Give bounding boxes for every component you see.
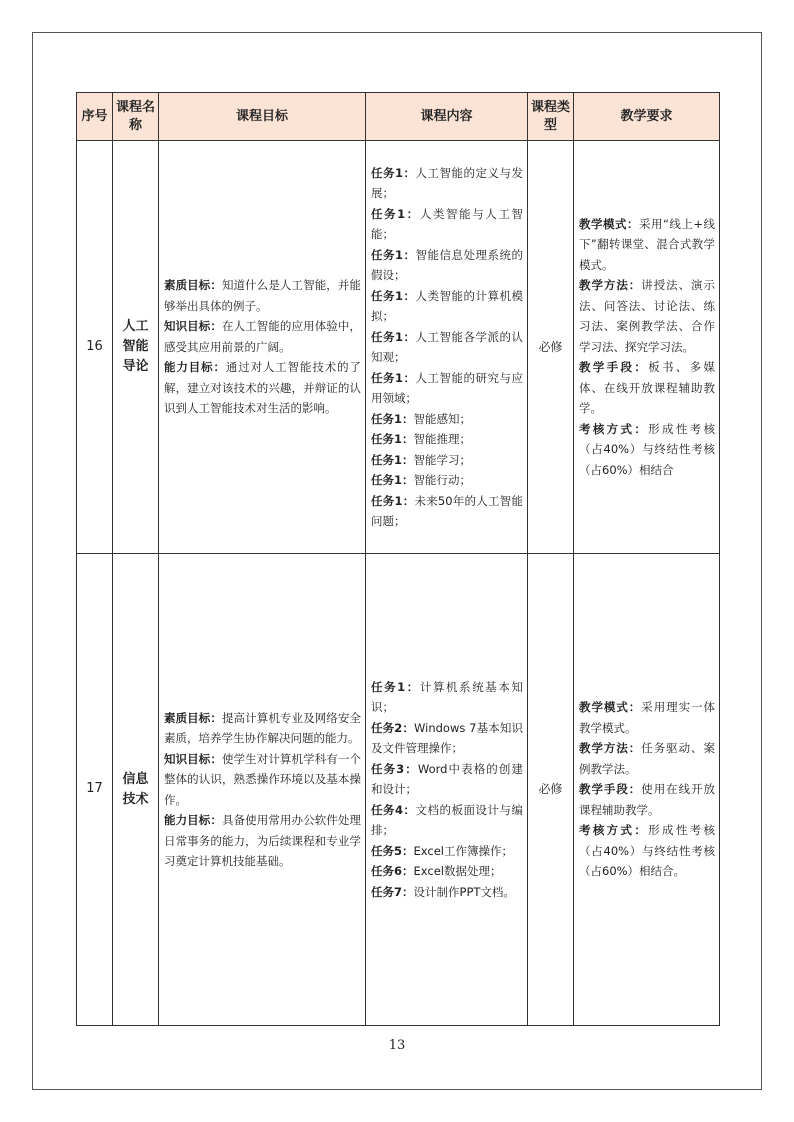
task-item xyxy=(371,759,523,800)
table-row xyxy=(77,141,720,554)
task-text: Word中表格的创建和设计； xyxy=(371,761,523,797)
task-label: 任务5： xyxy=(371,843,414,858)
task-label: 任务1： xyxy=(371,432,414,446)
task-label: 任务7： xyxy=(371,884,414,899)
task-item xyxy=(371,450,523,471)
task-text: 人工智能的研究与应用领域； xyxy=(371,370,523,405)
task-text: 人工智能各学派的认知观； xyxy=(371,329,523,364)
requirement-label: 教学手段： xyxy=(579,782,642,797)
task-text: 智能行动； xyxy=(413,473,472,487)
task-text: 人类智能的计算机模拟； xyxy=(371,288,523,323)
goal-item xyxy=(164,749,361,811)
task-item xyxy=(371,861,523,882)
requirement-item xyxy=(579,214,715,276)
header-course-name: 课程名称 xyxy=(113,93,159,141)
goal-text: 具备使用常用办公软件处理日常事务的能力，为后续课程和专业学习奠定计算机技能基础。 xyxy=(164,813,361,868)
requirement-text: 板书、多媒体、在线开放课程辅助教学。 xyxy=(579,360,716,416)
course-type: 必修 xyxy=(528,554,574,1026)
task-item xyxy=(371,882,523,903)
teaching-requirements-cell xyxy=(574,141,720,554)
task-item xyxy=(371,841,523,862)
task-text: 人工智能的定义与发展； xyxy=(371,165,523,200)
requirement-label: 教学手段： xyxy=(579,360,649,375)
task-label: 任务1： xyxy=(371,370,416,385)
task-text: 人类智能与人工智能； xyxy=(371,206,523,241)
task-label: 任务1： xyxy=(371,247,416,262)
course-name: 信息技术 xyxy=(113,554,159,1026)
task-text: 智能信息处理系统的假设； xyxy=(371,247,523,282)
goal-text: 提高计算机专业及网络安全素质，培养学生协作解决问题的能力。 xyxy=(164,710,361,745)
row-number: 16 xyxy=(77,141,113,554)
goal-label: 能力目标： xyxy=(164,813,222,827)
course-content-cell xyxy=(366,554,528,1026)
course-table xyxy=(76,92,720,1026)
task-item xyxy=(371,204,523,245)
requirement-label: 教学方法： xyxy=(579,741,642,756)
task-text: 设计制作PPT文档。 xyxy=(413,884,515,899)
course-name: 人工智能导论 xyxy=(113,141,159,554)
goal-label: 素质目标： xyxy=(164,278,222,293)
requirement-label: 教学模式： xyxy=(579,700,642,715)
header-teaching-requirements: 教学要求 xyxy=(574,93,720,141)
goal-item xyxy=(164,810,361,872)
task-text: 智能学习； xyxy=(413,452,472,467)
task-item xyxy=(371,409,523,430)
task-text: Excel数据处理； xyxy=(413,864,502,879)
task-text: 计算机系统基本知识； xyxy=(371,679,523,715)
task-item xyxy=(371,677,523,718)
task-label: 任务1： xyxy=(371,288,416,303)
goal-label: 知识目标： xyxy=(164,751,222,766)
task-text: 智能推理； xyxy=(413,432,472,446)
goal-text: 使学生对计算机学科有一个整体的认识，熟悉操作环境以及基本操作。 xyxy=(164,751,361,807)
table-row xyxy=(77,554,720,1026)
task-label: 任务1： xyxy=(371,206,420,221)
teaching-requirements-cell xyxy=(574,554,720,1026)
goal-text: 通过对人工智能技术的了解，建立对该技术的兴趣，并辩证的认识到人工智能技术对生活的影响。 xyxy=(164,360,362,416)
task-item xyxy=(371,286,523,327)
task-label: 任务3： xyxy=(371,761,418,776)
goal-item xyxy=(164,275,361,316)
task-text: 智能感知； xyxy=(413,411,472,426)
requirement-text: 使用在线开放课程辅助教学。 xyxy=(579,782,715,817)
task-item xyxy=(371,491,523,532)
task-label: 任务1： xyxy=(371,493,415,508)
task-label: 任务4： xyxy=(371,802,416,817)
goal-item xyxy=(164,316,361,357)
task-label: 任务1： xyxy=(371,679,420,694)
page-number: 13 xyxy=(388,1038,406,1053)
requirement-label: 教学模式： xyxy=(579,216,639,231)
course-goals-cell xyxy=(159,141,366,554)
requirement-label: 考核方式： xyxy=(579,421,649,436)
task-item xyxy=(371,470,523,491)
task-item xyxy=(371,429,523,450)
goal-text: 知道什么是人工智能，并能够举出具体的例子。 xyxy=(164,278,361,313)
course-goals-cell xyxy=(159,554,366,1026)
requirement-item xyxy=(579,697,715,738)
task-item xyxy=(371,327,523,368)
requirement-text: 任务驱动、案例教学法。 xyxy=(579,741,715,776)
requirement-item xyxy=(579,419,715,481)
requirement-item xyxy=(579,275,715,357)
goal-text: 在人工智能的应用体验中，感受其应用前景的广阔。 xyxy=(164,319,361,354)
requirement-item xyxy=(579,357,715,419)
task-text: Excel工作簿操作； xyxy=(413,843,513,858)
requirement-item xyxy=(579,779,715,820)
task-text: 未来50年的人工智能问题； xyxy=(371,493,523,528)
task-item xyxy=(371,800,523,841)
requirement-label: 考核方式： xyxy=(579,823,649,838)
task-item xyxy=(371,163,523,204)
task-label: 任务2： xyxy=(371,720,415,735)
goal-item xyxy=(164,357,361,419)
task-label: 任务6： xyxy=(371,864,414,879)
task-label: 任务1： xyxy=(371,165,416,180)
header-seq: 序号 xyxy=(77,93,113,141)
table-header-row xyxy=(77,93,720,141)
course-content-cell xyxy=(366,141,528,554)
task-label: 任务1： xyxy=(371,452,414,467)
requirement-text: 采用理实一体教学模式。 xyxy=(579,700,715,735)
requirement-text: 形成性考核（占40%）与终结性考核（占60%）相结合 xyxy=(579,421,716,477)
requirement-text: 采用“线上+线下”翻转课堂、混合式教学模式。 xyxy=(579,216,716,272)
task-text: 文档的板面设计与编排； xyxy=(371,802,523,838)
goal-label: 知识目标： xyxy=(164,319,222,334)
row-number: 17 xyxy=(77,554,113,1026)
requirement-text: 形成性考核（占40%）与终结性考核（占60%）相结合。 xyxy=(579,823,716,879)
task-label: 任务1： xyxy=(371,473,414,487)
task-label: 任务1： xyxy=(371,329,416,344)
goal-item xyxy=(164,708,361,749)
header-course-type: 课程类型 xyxy=(528,93,574,141)
task-text: Windows 7基本知识及文件管理操作； xyxy=(371,720,523,756)
task-label: 任务1： xyxy=(371,411,414,426)
task-item xyxy=(371,368,523,409)
requirement-label: 教学方法： xyxy=(579,278,642,293)
requirement-text: 讲授法、演示法、问答法、讨论法、练习法、案例教学法、合作学习法、探究学习法。 xyxy=(579,278,715,354)
goal-label: 素质目标： xyxy=(164,710,222,725)
course-type: 必修 xyxy=(528,141,574,554)
requirement-item xyxy=(579,820,715,882)
task-item xyxy=(371,245,523,286)
header-course-goal: 课程目标 xyxy=(159,93,366,141)
goal-label: 能力目标： xyxy=(164,360,226,375)
header-course-content: 课程内容 xyxy=(366,93,528,141)
requirement-item xyxy=(579,738,715,779)
task-item xyxy=(371,718,523,759)
